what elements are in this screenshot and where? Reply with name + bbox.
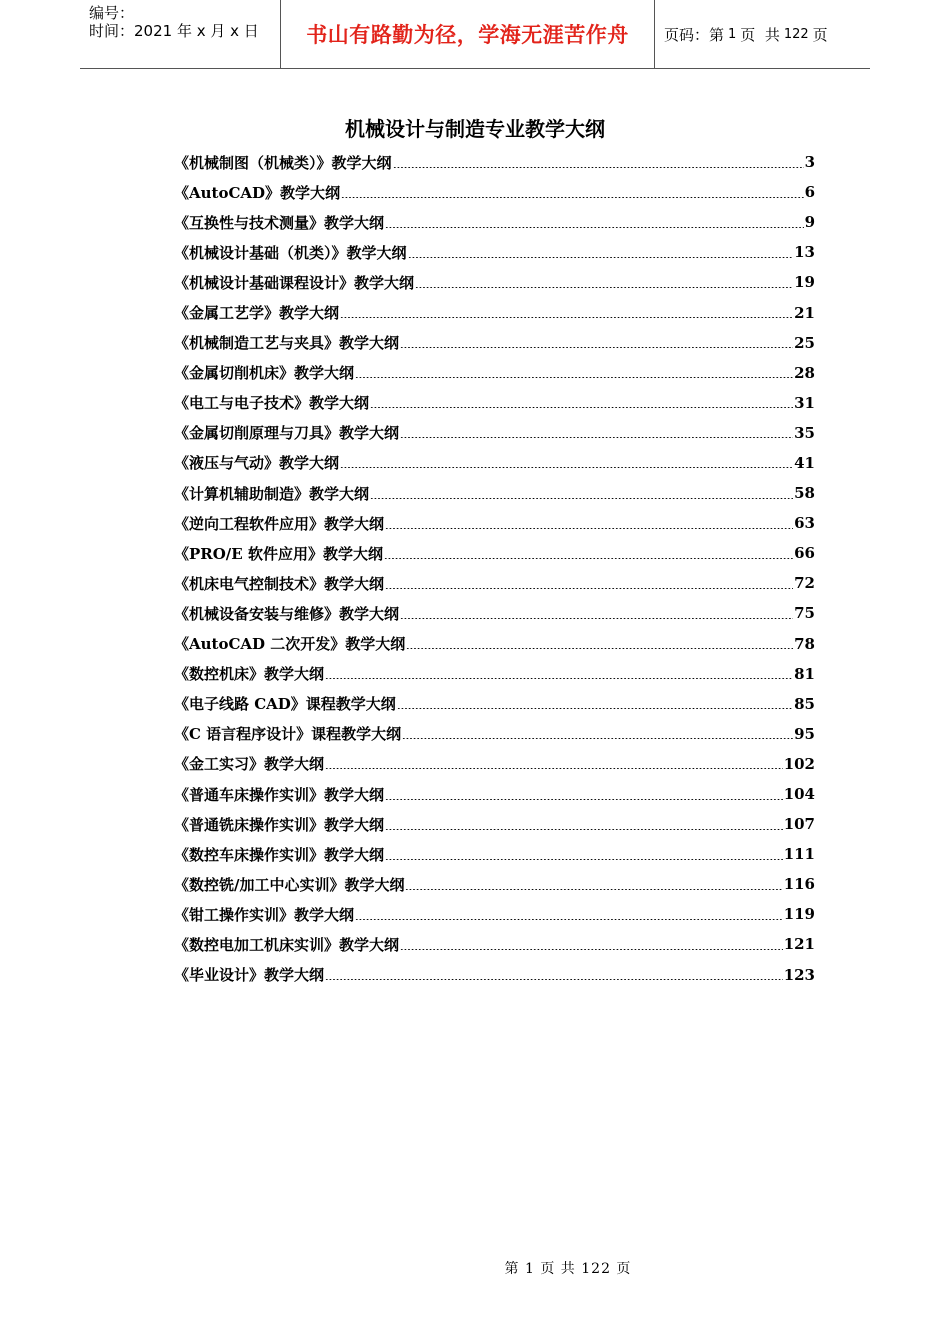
toc-entry-page: 95 [794,724,815,743]
toc-entry-label: 《数控机床》教学大纲 [174,665,325,684]
toc-leader-dots [341,197,803,198]
toc-entry-label: 《普通铣床操作实训》教学大纲 [174,815,385,834]
toc-entry[interactable] [174,147,815,177]
page-footer: 第 1 页 共 122 页 [504,1261,632,1277]
toc-entry[interactable] [174,659,815,689]
toc-leader-dots [397,708,793,709]
toc-entry[interactable] [174,478,815,508]
toc-entry-page: 35 [794,423,815,442]
toc-entry-label: 《液压与气动》教学大纲 [174,454,340,473]
toc-entry-label: 《金属工艺学》教学大纲 [174,304,340,323]
toc-entry-page: 78 [794,634,815,653]
toc-leader-dots [400,347,793,348]
toc-entry-page: 21 [794,303,815,322]
toc-leader-dots [385,799,783,800]
toc-entry-label: 《机械设计基础（机类）》教学大纲 [174,243,407,262]
toc-entry-page: 107 [783,815,815,834]
toc-entry[interactable] [174,899,815,929]
toc-entry[interactable] [174,960,815,990]
toc-leader-dots [355,377,793,378]
toc-entry-label: 《逆向工程软件应用》教学大纲 [174,514,385,533]
toc-entry[interactable] [174,388,815,418]
toc-entry-label: 《钳工操作实训》教学大纲 [174,905,355,924]
toc-entry[interactable] [174,598,815,628]
toc-entry[interactable] [174,508,815,538]
toc-entry[interactable] [174,358,815,388]
page-header [80,0,870,69]
page-middle: 页 共 [740,25,780,44]
page-total: 122 [783,26,809,42]
toc-entry-label: 《数控车床操作实训》教学大纲 [174,845,385,864]
toc-leader-dots [385,588,793,589]
toc-leader-dots [340,317,793,318]
toc-entry-label: 《计算机辅助制造》教学大纲 [174,484,370,503]
toc-entry-label: 《机械设备安装与维修》教学大纲 [174,604,400,623]
toc-leader-dots [406,648,793,649]
toc-entry-page: 72 [794,574,815,593]
document-title: 机械设计与制造专业教学大纲 [345,117,605,141]
toc-leader-dots [402,738,793,739]
date-line: 时间：2021 年 x 月 x 日 [89,22,259,40]
toc-leader-dots [370,498,793,499]
toc-entry-page: 123 [783,965,815,984]
toc-entry-page: 31 [794,393,815,412]
toc-entry-label: 《机械制图（机械类）》教学大纲 [174,153,392,172]
toc-leader-dots [385,227,804,228]
toc-entry[interactable] [174,779,815,809]
toc-entry[interactable] [174,809,815,839]
toc-entry[interactable] [174,237,815,267]
toc-entry[interactable] [174,929,815,959]
toc-entry-page: 28 [794,363,815,382]
serial-label: 编号： [89,4,135,22]
toc-leader-dots [355,919,783,920]
toc-entry-page: 111 [783,845,815,864]
toc-entry-page: 41 [794,453,815,472]
toc-entry-page: 119 [783,905,815,924]
toc-entry-label: 《机床电气控制技术》教学大纲 [174,574,385,593]
toc-leader-dots [370,407,793,408]
toc-entry[interactable] [174,629,815,659]
toc-leader-dots [405,889,782,890]
toc-leader-dots [400,949,783,950]
toc-leader-dots [325,979,783,980]
toc-entry-label: 《数控铣/加工中心实训》教学大纲 [174,875,405,894]
toc-entry-page: 66 [794,544,815,563]
toc-entry[interactable] [174,418,815,448]
page-prefix: 页码：第 [664,25,725,44]
toc-entry[interactable] [174,538,815,568]
toc-entry-page: 19 [794,273,815,292]
toc-entry-page: 63 [794,514,815,533]
toc-entry-page: 75 [794,604,815,623]
toc-leader-dots [384,558,793,559]
toc-entry-label: 《电子线路 CAD》课程教学大纲 [174,695,396,714]
toc-entry-page: 102 [783,754,815,773]
toc-entry[interactable] [174,267,815,297]
toc-entry-page: 104 [783,785,815,804]
toc-leader-dots [385,829,783,830]
toc-entry[interactable] [174,749,815,779]
header-meta [80,0,281,68]
toc-leader-dots [385,528,793,529]
toc-entry-page: 13 [794,243,815,262]
toc-entry[interactable] [174,869,815,899]
toc-entry-label: 《金属切削机床》教学大纲 [174,364,355,383]
toc-leader-dots [385,859,783,860]
toc-entry-page: 81 [794,664,815,683]
table-of-contents [174,147,815,990]
toc-entry-page: 3 [804,153,815,172]
toc-entry-page: 6 [804,183,815,202]
toc-entry[interactable] [174,328,815,358]
toc-entry-label: 《金属切削原理与刀具》教学大纲 [174,424,400,443]
toc-entry-page: 121 [783,935,815,954]
toc-leader-dots [400,437,793,438]
toc-entry[interactable] [174,568,815,598]
toc-leader-dots [408,257,794,258]
toc-entry[interactable] [174,839,815,869]
toc-leader-dots [325,678,793,679]
toc-entry-page: 116 [783,875,815,894]
toc-entry-label: 《金工实习》教学大纲 [174,755,325,774]
header-motto: 书山有路勤为径，学海无涯苦作舟 [281,0,655,68]
toc-entry[interactable] [174,448,815,478]
toc-entry[interactable] [174,207,815,237]
toc-leader-dots [400,618,793,619]
toc-entry-label: 《机械制造工艺与夹具》教学大纲 [174,334,400,353]
toc-entry[interactable] [174,689,815,719]
toc-entry[interactable] [174,177,815,207]
toc-entry-label: 《机械设计基础课程设计》教学大纲 [174,273,415,292]
toc-entry-label: 《AutoCAD 二次开发》教学大纲 [174,635,406,654]
toc-entry-label: 《AutoCAD》教学大纲 [174,183,341,202]
toc-entry[interactable] [174,719,815,749]
toc-entry-label: 《毕业设计》教学大纲 [174,966,325,985]
toc-entry-page: 58 [794,484,815,503]
header-page-number [655,0,870,68]
page-suffix: 页 [812,25,828,44]
toc-entry-label: 《普通车床操作实训》教学大纲 [174,785,385,804]
toc-entry-page: 9 [804,213,815,232]
page-current: 1 [728,26,737,42]
toc-entry-label: 《互换性与技术测量》教学大纲 [174,213,385,232]
toc-entry[interactable] [174,297,815,327]
toc-entry-label: 《电工与电子技术》教学大纲 [174,394,370,413]
toc-leader-dots [325,768,783,769]
toc-entry-label: 《PRO/E 软件应用》教学大纲 [174,544,383,563]
toc-leader-dots [415,287,793,288]
toc-entry-label: 《C 语言程序设计》课程教学大纲 [174,725,402,744]
toc-entry-page: 85 [794,694,815,713]
toc-entry-page: 25 [794,333,815,352]
toc-leader-dots [393,167,804,168]
toc-entry-label: 《数控电加工机床实训》教学大纲 [174,935,400,954]
toc-leader-dots [340,467,793,468]
